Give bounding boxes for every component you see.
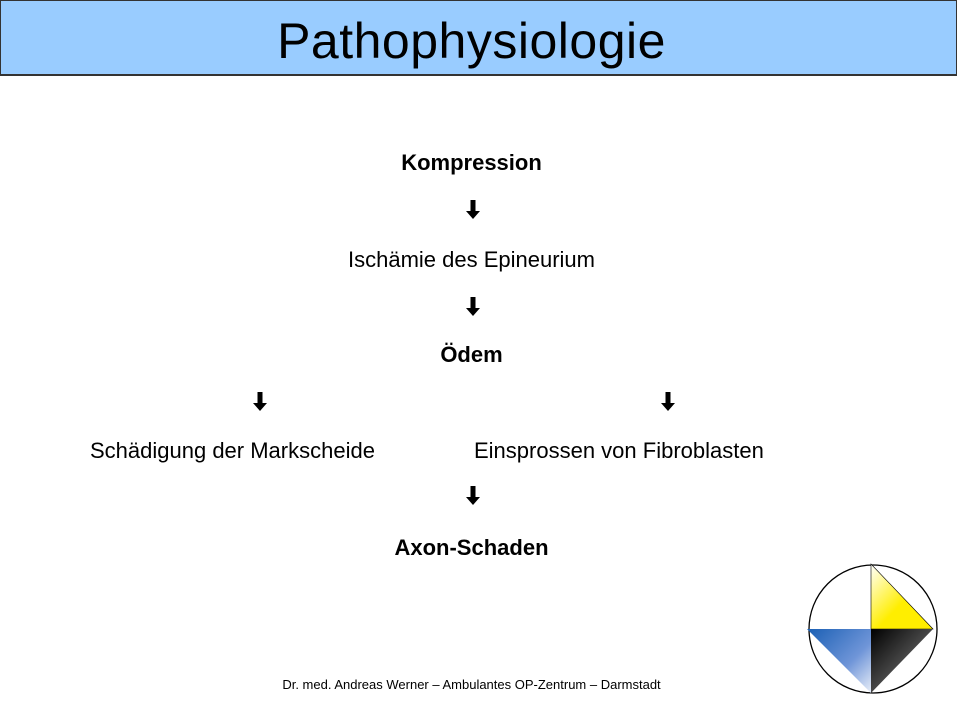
node-kompression: Kompression: [401, 150, 542, 175]
page-title: Pathophysiologie: [277, 13, 666, 69]
arrow-down-icon: [660, 392, 676, 412]
arrow-down-icon: [465, 200, 481, 220]
node-axon-schaden: Axon-Schaden: [394, 535, 549, 560]
logo: [803, 562, 943, 702]
arrow-down-icon: [252, 392, 268, 412]
arrow-down-icon: [465, 297, 481, 317]
node-markscheide: Schädigung der Markscheide: [90, 438, 375, 463]
node-fibroblasten: Einsprossen von Fibroblasten: [474, 438, 764, 463]
node-ischaemie: Ischämie des Epineurium: [347, 247, 595, 272]
footer-credit: Dr. med. Andreas Werner – Ambulantes OP-Zentrum – Darmstadt: [282, 677, 661, 692]
arrow-down-icon: [465, 486, 481, 506]
node-oedem: Ödem: [440, 342, 503, 367]
